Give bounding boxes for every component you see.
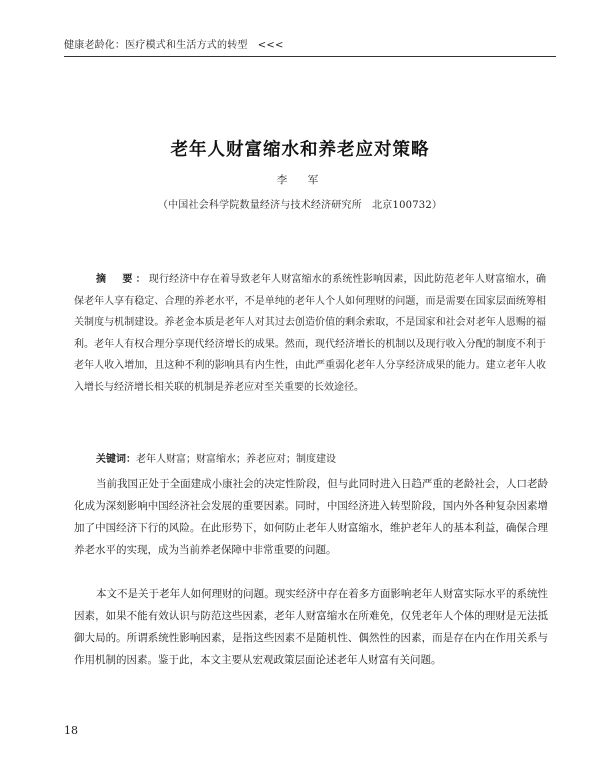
running-title: 健康老龄化：医疗模式和生活方式的转型 <<<: [64, 40, 284, 51]
abstract-text: 现行经济中存在着导致老年人财富缩水的系统性影响因素，因此防范老年人财富缩水，确保老年人享有稳定、合理的养老水平，不是单纯的老年人个人如何理财的问题，而是需要在国家层面统筹相关制度与机制建设。养老金本质是老年人对其过去创造价值的剩余索取，不是国家和社会对老年人恩赐的福利。老年人有权合理分享现代经济增长的成果。然而，现代经济增长的机制以及现行收入分配的制度不利于老年人收入增加，且这种不利的影响具有内生性，由此严重弱化老年人分享经济成果的能力。建立老年人收入增长与经济增长相关联的机制是养老应对至关重要的长效途径。: [74, 274, 547, 393]
page-number: 18: [64, 724, 78, 737]
body-paragraph: 本文不是关于老年人如何理财的问题。现实经济中存在着多方面影响老年人财富实际水平的系统性因素，如果不能有效认识与防范这些因素，老年人财富缩水在所难免，仅凭老年人个体的理财是无法抵御大局的。所谓系统性影响因素，是指这些因素不是随机性、偶然性的因素，而是存在内在作用关系与作用机制的因素。鉴于此，本文主要从宏观政策层面论述老年人财富有关问题。: [74, 588, 548, 666]
keywords: [96, 451, 546, 469]
affiliation: （中国社会科学院数量经济与技术经济研究所 北京100732）: [157, 200, 443, 211]
article-title: 老年人财富缩水和养老应对策略: [170, 140, 430, 160]
abstract-label: 摘 要：: [96, 274, 149, 285]
running-header: [64, 36, 556, 57]
author: 李 军: [276, 174, 324, 186]
keywords-text: 老年人财富；财富缩水；养老应对；制度建设: [136, 454, 336, 465]
body-paragraph: 当前我国正处于全面建成小康社会的决定性阶段，但与此同时进入日趋严重的老龄社会，人口老龄化成为深刻影响中国经济社会发展的重要因素。同时，中国经济进入转型阶段，国内外各种复杂因素增加了中国经济下行的风险。在此形势下，如何防止老年人财富缩水，维护老年人的基本利益，确保合理养老水平的实现，成为当前养老保障中非常重要的问题。: [74, 478, 548, 556]
keywords-label: 关键词：: [96, 454, 136, 465]
abstract: [74, 269, 546, 398]
